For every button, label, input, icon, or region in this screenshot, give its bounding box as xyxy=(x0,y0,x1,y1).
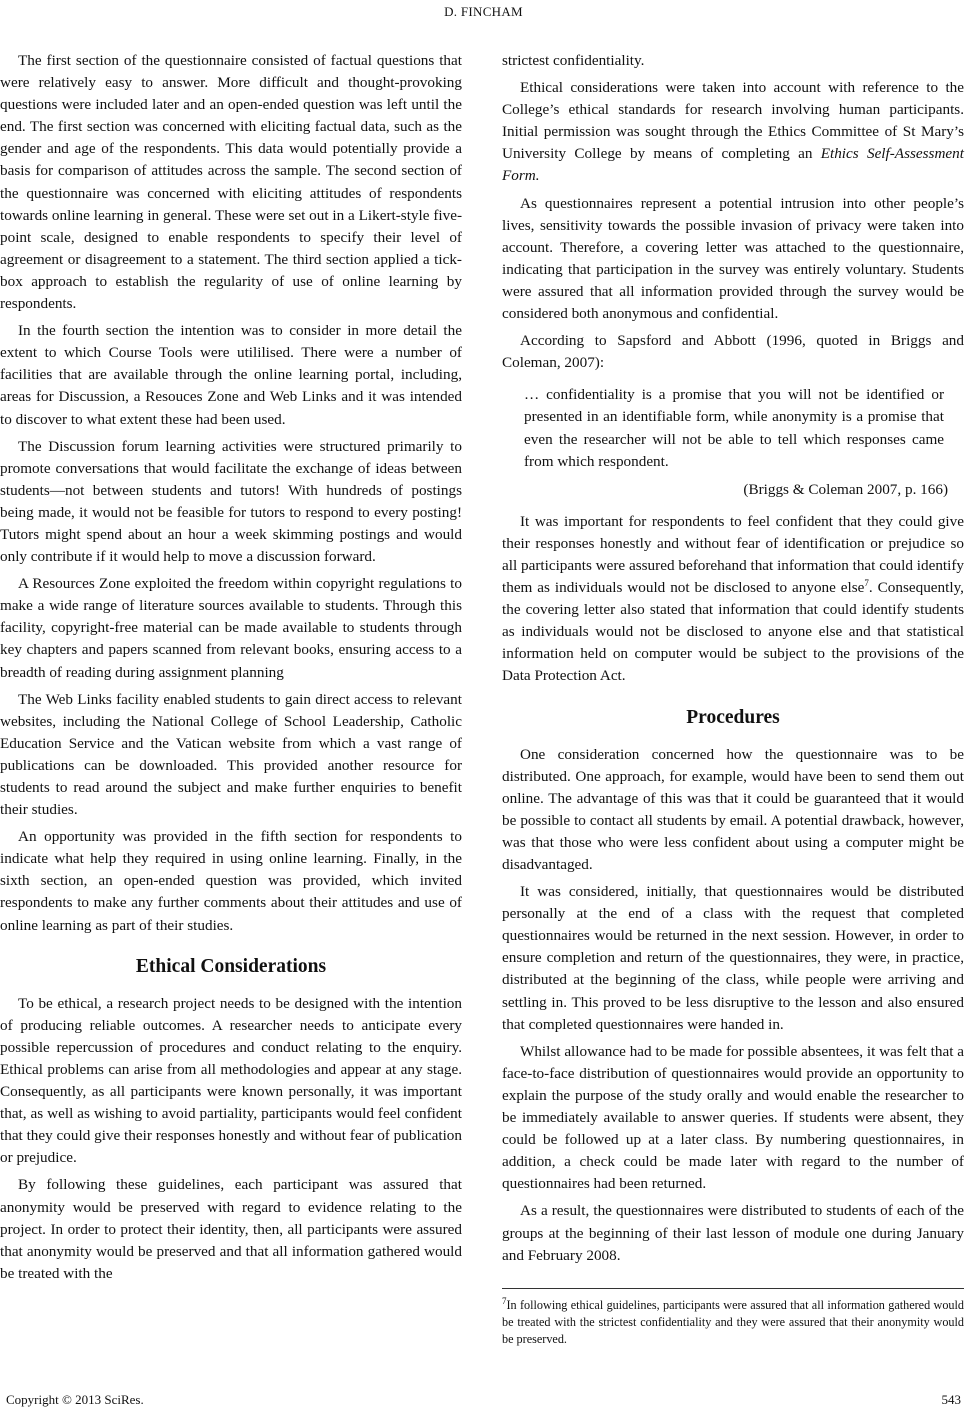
paragraph: In the fourth section the intention was to consider in more detail the extent to which Course Tools were utililised. There were a number of facilities that are available through the online learning portal, including, areas for Discussion, a Resouces Zone and Web Links and it was intended to discover to what extent these had been used. xyxy=(0,322,462,428)
footnote-text: In following ethical guidelines, participants were assured that all information gathered would be treated with the strictest confidentiality and they were assured that their anonymity would be preserved. xyxy=(502,1298,964,1346)
paragraph-text: . Consequently, the covering letter also stated that information that could identify students as individuals would not be disclosed to anyone else and that statistical information held on computer would be subject to the provisions of the Data Protection Act. xyxy=(502,579,964,685)
block-quote: … confidentiality is a promise that you will not be identified or presented in an identifiable form, while anonymity is a promise that even the researcher will not be able to tell which responses came from which respondent. xyxy=(524,386,944,470)
footnote-divider xyxy=(502,1288,964,1289)
paragraph: As a result, the questionnaires were distributed to students of each of the groups at the beginning of their last lesson of module one during January and February 2008. xyxy=(502,1202,964,1264)
running-head: D. FINCHAM xyxy=(444,4,523,19)
paragraph: A Resources Zone exploited the freedom within copyright regulations to make a wide range of literature sources available to students. Through this facility, copyright-free material can be made available to students through key chapters and papers scanned from relevant books, ensuring access to a breadth of reading during assignment planning xyxy=(0,575,462,681)
paragraph: According to Sapsford and Abbott (1996, quoted in Briggs and Coleman, 2007): xyxy=(502,332,964,372)
paragraph: It was considered, initially, that questionnaires would be distributed personally at the end of a class with the request that completed questionnaires would be returned in the next session. However, in order to ensure completion and return of the questionnaires, they were, in practice, distributed at the beginning of the class, while people were arriving and settling in. This proved to be less disruptive to the lesson and also ensured that completed questionnaires were handed in. xyxy=(502,883,964,1033)
paragraph: The Discussion forum learning activities were structured primarily to promote conversations that would facilitate the exchange of ideas between students—not between students and tutors! With hundreds of postings being made, it would not be feasible for tutors to respond to every posting! Tutors might spend about an hour a week skimming postings and would only contribute if it would help to move a discussion forward. xyxy=(0,437,462,566)
section-heading-procedures: Procedures xyxy=(686,706,780,728)
section-heading-ethical: Ethical Considerations xyxy=(135,955,327,977)
paragraph: strictest confidentiality. xyxy=(502,52,645,69)
paragraph-text: Ethical considerations were taken into account with reference to the College’s ethical standards for research involving human participants. Initial permission was sought through the Ethics Committee of St Mary’s University College by means of completing an xyxy=(502,79,964,163)
quote-citation: (Briggs & Coleman 2007, p. 166) xyxy=(743,480,948,498)
right-column xyxy=(502,50,964,1272)
paragraph: By following these guidelines, each participant was assured that anonymity would be preserved with regard to evidence relating to the project. In order to protect their identity, then, all participants were assured that anonymity would be preserved and that all information gathered would be treated with the xyxy=(0,1176,462,1282)
page-number: 543 xyxy=(941,1392,961,1407)
copyright-notice: Copyright © 2013 SciRes. xyxy=(6,1392,144,1407)
paragraph: To be ethical, a research project needs to be designed with the intention of producing reliable outcomes. A researcher needs to anticipate every possible repercussion of procedures and conduct relating to the enquiry. Ethical problems can arise from all methodologies and appear at any stage. Consequently, as all participants were known personally, it was important that, as well as wishing to avoid partiality, participants would feel confident that they could give their responses honestly and without fear of publication or prejudice. xyxy=(0,994,462,1167)
paragraph: Whilst allowance had to be made for possible absentees, it was felt that a face-to-face distribution of questionnaires would provide an opportunity to explain the purpose of the study orally and would enable the researcher to be immediately available to answer queries. If students were absent, they could be followed up at a later class. By numbering questionnaires, in addition, a check could be made later with regard to the number of questionnaires had been returned. xyxy=(502,1042,964,1193)
footnote-reference[interactable]: 7 xyxy=(864,578,869,588)
paragraph: One consideration concerned how the questionnaire was to be distributed. One approach, for example, would have been to send them out online. The advantage of this was that it could be guaranteed that it would be possible to contact all students by email. A potential drawback, however, was that those who were less confident about using a computer might be disadvantaged. xyxy=(502,745,964,873)
footnote xyxy=(502,1297,964,1348)
form-title: Ethics Self-Assessment Form. xyxy=(502,145,964,185)
paragraph xyxy=(502,511,964,688)
paragraph xyxy=(502,77,964,187)
paragraph: An opportunity was provided in the fifth section for respondents to indicate what help they required in using online learning. Finally, in the sixth section, an open-ended question was provided, which invited respondents to make any further comments about their attitudes and use of online learning as part of their studies. xyxy=(0,828,462,934)
paragraph: The first section of the questionnaire consisted of factual questions that were relatively easy to answer. More difficult and thought-provoking questions were included later and an open-ended question was left until the end. The first section was concerned with eliciting factual data, such as the gender and age of the respondents. This data would potentially provide a basis for comparison of attitudes across the sample. The second section of the questionnaire was concerned with eliciting attitudes of respondents towards online learning in general. These were set out in a Likert-style five-point scale, designed to enable respondents to specify their level of agreement or disagreement to a statement. The third section applied a tick-box approach to establish the regularity of use of online learning by respondents. xyxy=(0,52,462,313)
paragraph-text: It was important for respondents to feel confident that they could give their responses honestly and without fear of identification or prejudice so all participants were assured beforehand that information that could identify them as individuals would not be disclosed to anyone else xyxy=(502,512,964,597)
left-column xyxy=(0,50,462,1290)
paragraph: The Web Links facility enabled students to gain direct access to relevant websites, including the National College of School Leadership, Catholic Education Service and the Vatican website from which a vast range of publications can be downloaded. This provided another resource for students to read around the subject and make further enquiries to benefit their studies. xyxy=(0,690,462,819)
footnote-mark: 7 xyxy=(502,1295,507,1306)
paragraph: As questionnaires represent a potential intrusion into other people’s lives, sensitivity towards the possible invasion of privacy were taken into account. Therefore, a covering letter was attached to the questionnaire, indicating that participation in the survey was entirely voluntary. Students were assured that all information provided through the survey would be considered both anonymous and confidential. xyxy=(502,194,964,323)
